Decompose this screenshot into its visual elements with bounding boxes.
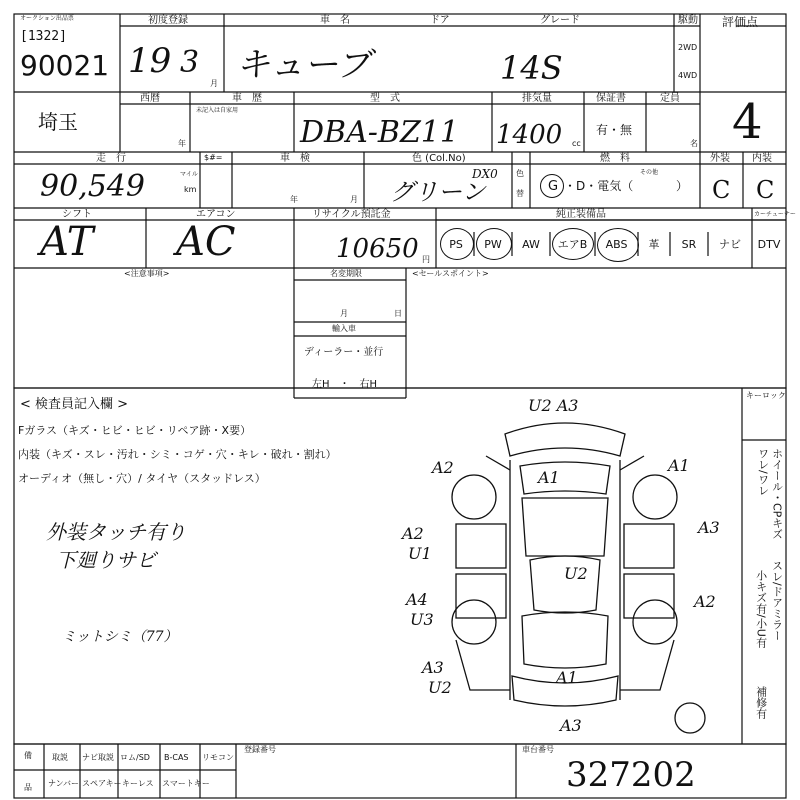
interior-value: C (756, 176, 775, 204)
equip-leather: 革 (648, 238, 660, 251)
footer-item-number: ナンバー (48, 779, 80, 788)
model-value: DBA-BZ11 (300, 115, 459, 150)
capacity-label: 定員 (660, 93, 680, 104)
recycle-value: 10650 (336, 234, 419, 264)
car-navi-label: カーチューナー (754, 211, 796, 218)
vehicle-history-note: 未記入は自家用 (196, 107, 239, 114)
shift-label: シフト (62, 209, 92, 220)
first-reg-label: 初度登録 (148, 15, 188, 26)
mileage-value: 90,549 (40, 169, 145, 204)
equip-airbag: エアB (557, 238, 588, 251)
recycle-label: リサイクル預託金 (312, 209, 391, 220)
vertical-note-3: 小キズ有/小U有 (754, 570, 768, 648)
shift-value: AT (40, 219, 94, 265)
prefecture: 埼玉 (38, 110, 78, 134)
fuel-close: ） (676, 179, 689, 193)
first-reg-month-unit: 月 (210, 79, 218, 88)
footer-label-1: 備 (24, 751, 32, 760)
inspection-label: 車 検 (280, 153, 310, 164)
damage-left-bottom-u: U2 (428, 678, 452, 697)
color-sub-1: 色 (516, 169, 524, 178)
damage-hood: A1 (538, 468, 560, 487)
lot-prefix: [1322] (20, 29, 67, 44)
mileage-unit-miles: マイル (180, 171, 198, 178)
interior-label: 内装 (752, 153, 772, 164)
year-unit: 年 (178, 139, 186, 148)
interior-line: 内装（キズ・スレ・汚れ・シミ・コゲ・穴・キレ・破れ・割れ） (18, 448, 337, 461)
rename-day: 日 (394, 309, 402, 318)
damage-right-front: A3 (698, 518, 720, 537)
reg-number-label: 登録番号 (244, 745, 276, 754)
mileage-label: 走 行 (96, 153, 126, 164)
first-reg-year: 19 (128, 41, 172, 81)
year-label: 西暦 (140, 93, 160, 104)
vertical-note-1: ホイール・CPキズ (770, 448, 784, 540)
footer-label-2: 品 (24, 783, 32, 792)
vertical-note-5: ワレ/ワレ (756, 448, 770, 496)
equip-navi: ナビ (719, 238, 741, 251)
aircon-value: AC (176, 219, 236, 265)
fuel-g: G (548, 179, 559, 194)
footer-item-bcas: B-CAS (164, 753, 189, 762)
rename-label: 名変期限 (330, 269, 362, 278)
footer-item-smart-key: スマートキー (162, 779, 210, 788)
car-name-label: 車 名 (320, 15, 350, 26)
notes-label: <注意事項> (124, 269, 170, 278)
glass-line: Fガラス（キズ・ヒビ・ヒビ・リペア跡・X要） (18, 424, 252, 437)
sales-point-label: <セールスポイント> (412, 269, 489, 278)
damage-front-left: A2 (432, 458, 454, 477)
genuine-label: 純正装備品 (556, 209, 606, 220)
warranty-value: 有・無 (596, 123, 633, 137)
footer-item-rom: ロム/SD (120, 753, 150, 762)
memo-line-3: ミットシミ（77） (62, 629, 178, 645)
sa-label: $#= (204, 153, 223, 162)
drive-4wd: 4WD (678, 71, 698, 80)
damage-left-front-a: A2 (402, 524, 424, 543)
equip-abs: ABS (605, 237, 628, 251)
score-label: 評価点 (722, 15, 759, 29)
warranty-label: 保証書 (596, 93, 626, 104)
damage-right-rear: A2 (694, 592, 716, 611)
equip-ps: PS (449, 237, 463, 251)
vertical-note-2: スレ/ドアミラー (770, 560, 784, 641)
fuel-note: その他 (640, 169, 659, 176)
chassis-label: 車台番号 (522, 745, 554, 754)
mileage-unit-km: km (184, 185, 197, 194)
equip-pw: PW (484, 237, 502, 251)
memo-line-2: 下廻りサビ (56, 548, 156, 572)
exterior-label: 外装 (710, 153, 730, 164)
damage-trunk: A1 (556, 668, 578, 687)
exterior-value: C (712, 176, 731, 204)
equip-dtv: DTV (757, 237, 781, 251)
color-value: グリーン (390, 178, 486, 206)
damage-left-rear-a: A4 (406, 590, 428, 609)
inspector-label: < 検査員記入欄 > (20, 397, 129, 412)
first-reg-month: 3 (180, 45, 200, 80)
memo-line-1: 外装タッチ有り (46, 520, 186, 544)
aircon-label: エアコン (196, 209, 236, 220)
handle-label: 左H ・ 右H (312, 379, 378, 390)
damage-left-front-u: U1 (408, 544, 432, 563)
rename-month: 月 (340, 309, 348, 318)
car-name-value: キューブ (236, 45, 371, 85)
footer-item-manual: 取説 (52, 753, 68, 762)
drive-label: 駆動 (678, 15, 698, 26)
displacement-value: 1400 (496, 120, 563, 150)
equip-sr: SR (681, 237, 697, 251)
keylock-label: キーロック (746, 391, 786, 400)
title-partial: オークション出品票 (20, 15, 74, 22)
color-label: 色 (Col.No) (412, 153, 466, 164)
damage-roof: U2 (564, 564, 588, 583)
door-label: ドア (430, 15, 450, 26)
footer-item-spare-key: スペアキー (82, 779, 122, 788)
inspection-year: 年 (290, 195, 298, 204)
recycle-yen: 円 (422, 255, 430, 264)
footer-item-keyless: キーレス (122, 779, 154, 788)
import-label: 輸入車 (332, 324, 356, 333)
dealer-label: ディーラー・並行 (304, 347, 384, 358)
audio-line: オーディオ（無し・穴）/ タイヤ（スタッドレス） (18, 472, 266, 485)
damage-bottom: A3 (560, 716, 582, 735)
lot-number: 90021 (20, 49, 110, 82)
displacement-label: 排気量 (522, 93, 552, 104)
equip-aw: AW (522, 237, 540, 251)
color-code: DX0 (472, 167, 498, 181)
damage-front-right: A1 (668, 456, 690, 475)
damage-top: U2 A3 (528, 396, 579, 415)
inspection-month: 月 (350, 195, 358, 204)
drive-2wd: 2WD (678, 43, 698, 52)
damage-left-rear-u: U3 (410, 610, 434, 629)
damage-left-bottom-a: A3 (422, 658, 444, 677)
capacity-unit: 名 (690, 139, 698, 148)
vehicle-history-label: 車 歴 (232, 93, 262, 104)
grade-label: グレード (540, 15, 580, 26)
grade-value: 14S (500, 49, 563, 87)
vertical-note-4: 補修有 (754, 686, 768, 719)
footer-item-remote: リモコン (202, 753, 234, 762)
fuel-options: ・D・電気（ (564, 179, 634, 193)
fuel-label: 燃 料 (600, 153, 630, 164)
footer-item-navi-manual: ナビ取説 (82, 753, 114, 762)
score-value: 4 (732, 94, 763, 150)
color-sub-2: 替 (516, 189, 524, 198)
chassis-value: 327202 (566, 755, 696, 795)
displacement-unit: cc (572, 139, 581, 148)
model-label: 型 式 (370, 93, 400, 104)
